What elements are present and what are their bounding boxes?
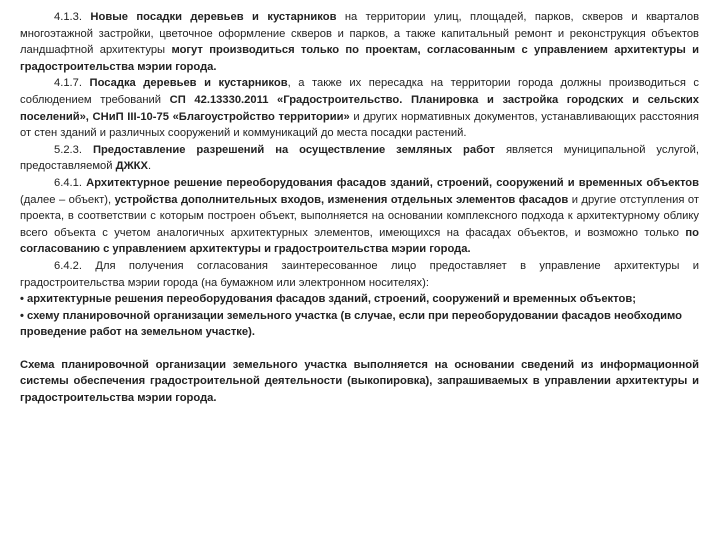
paragraph-4-1-7: [20, 75, 699, 141]
bold-ending-text: по согласованию с управлением архитектуры и градостроительства мэрии города.: [20, 226, 699, 256]
bold-ending-text: ДЖКХ: [115, 160, 148, 173]
bullet-text: • схему планировочной организации земельного участка (в случае, если при переоборудовании фасадов необходимо проведение работ на земельном участке).: [20, 309, 682, 339]
body-text: на территории улиц, площадей, парков, скверов и кварталов многоэтажной застройки, цветочное оформление скверов и парков, а также капитальный ремонт и реконструкция объектов ландшафтной архитектуры: [20, 11, 700, 57]
bold-ending-text: могут производиться только по проектам, согласованным с управлением архитектуры и градостроительства мэрии города.: [20, 44, 699, 73]
bullet-item: [20, 291, 699, 308]
paragraph-6-4-2: [20, 258, 699, 291]
body-text: (далее – объект),: [20, 193, 115, 206]
bold-lead-text: Новые посадки деревьев и кустарников: [90, 11, 337, 23]
body-text: Для получения согласования заинтересованное лицо предоставляет в управление архитектуры и градостроительства мэрии города (на бумажном или электронном носителях):: [20, 259, 699, 289]
paragraph-number: 4.1.7.: [54, 77, 82, 90]
paragraph-6-4-1: [20, 175, 699, 258]
body-text: , а также их пересадка на территории города должны производиться с соблюдением требований: [20, 77, 700, 106]
bold-mid-text: устройства дополнительных входов, изменения отдельных элементов фасадов: [114, 193, 569, 206]
spacer: [20, 341, 699, 357]
bold-lead-text: Предоставление разрешений на осуществление земляных работ: [92, 143, 496, 156]
paragraph-number: 6.4.2.: [54, 259, 82, 272]
bold-lead-text: Архитектурное решение переоборудования фасадов зданий, строений, сооружений и временных объектов: [86, 176, 700, 189]
paragraph-number: 4.1.3.: [54, 11, 82, 23]
paragraph-5-2-3: [20, 142, 699, 175]
bold-lead-text: Посадка деревьев и кустарников: [89, 77, 288, 90]
paragraph-number: 6.4.1.: [54, 176, 82, 189]
bullet-text: • архитектурные решения переоборудования фасадов зданий, строений, сооружений и временных объектов;: [20, 293, 636, 306]
final-paragraph: [20, 357, 699, 407]
document-page: [20, 9, 699, 407]
paragraph-4-1-3: [20, 9, 699, 75]
body-text: является муниципальной услугой, предоставляемой: [20, 143, 700, 173]
bullet-item: [20, 308, 699, 341]
final-text: Схема планировочной организации земельного участка выполняется на основании сведений из информационной системы обеспечения градостроительной деятельности (выкопировка), запрашиваемых в управлении архитектуры и градостроительства мэрии города.: [20, 358, 699, 405]
body-text: и другие отступления от проекта, в соответствии с которым построен объект, выполняется на основании комплексного подхода к архитектурному облику всего объекта с учетом аналогичных архитектурных элементов, имеющихся на фасадах объектов, и возможно только: [20, 193, 699, 239]
body-text: .: [147, 160, 152, 173]
bold-standards-text: СП 42.13330.2011 «Градостроительство. Планировка и застройка городских и сельских поселений», СНиП III-10-75 «Благоустройство территории»: [20, 93, 699, 123]
paragraph-number: 5.2.3.: [54, 143, 82, 156]
body-text: и других нормативных документов, устанавливающих расстояния от стен зданий и различных сооружений и коммуникаций до места посадки растений.: [20, 110, 699, 140]
